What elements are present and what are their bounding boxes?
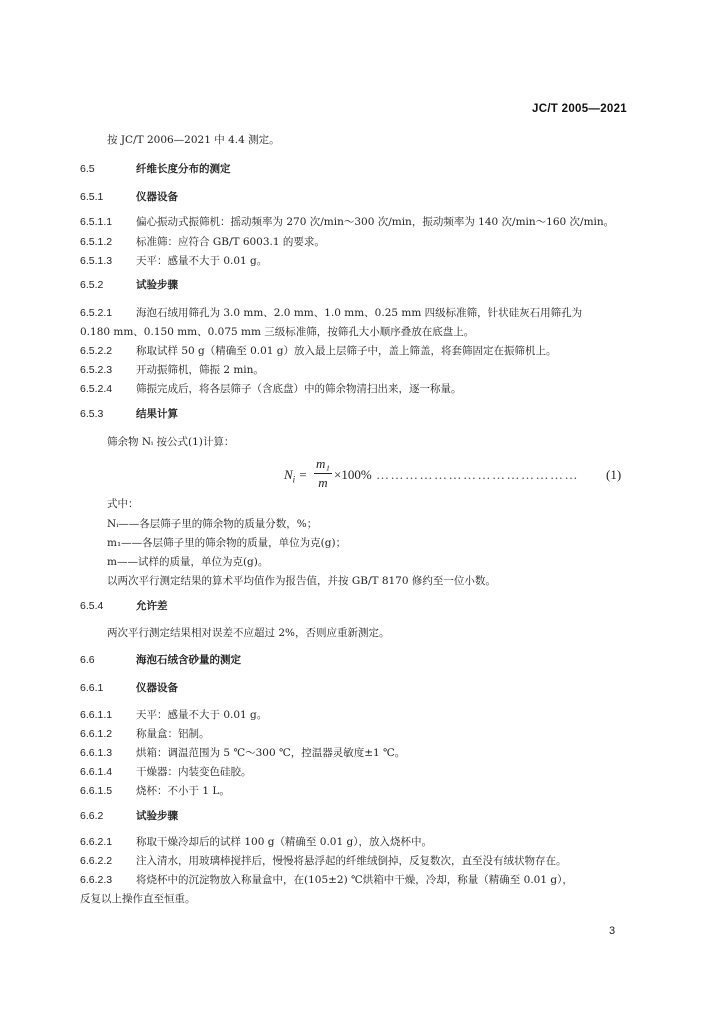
clause-number: 6.6.2.1 — [80, 836, 113, 848]
clause-text: 两次平行测定结果相对误差不应超过 2%，否则应重新测定。 — [107, 627, 390, 639]
clause-6-6-1-4 — [80, 764, 252, 780]
clause-6-5-1-2 — [80, 234, 325, 250]
clause-6-5-4 — [80, 598, 168, 614]
clause-number: 6.6.1 — [80, 682, 104, 694]
clause-6-6-1-3 — [80, 745, 405, 761]
clause-text: 烧杯：不小于 1 L。 — [136, 785, 230, 797]
clause-text: 允许差 — [136, 600, 168, 612]
clause-text: 海泡石绒用筛孔为 3.0 mm、2.0 mm、1.0 mm、0.25 mm 四级标准筛，针状硅灰石用筛孔为 — [136, 307, 583, 319]
formula-lhs — [284, 467, 307, 485]
clause-number: 6.5.2.2 — [80, 345, 113, 357]
clause-number: 6.5.2.3 — [80, 364, 113, 376]
clause-text: 筛振完成后，将各层筛子（含底盘）中的筛余物清扫出来，逐一称量。 — [136, 383, 462, 395]
body-text-line — [107, 496, 139, 512]
formula-lhs-sub: i — [292, 474, 296, 485]
clause-number: 6.6.1.4 — [80, 766, 113, 778]
clause-text: 天平：感量不大于 0.01 g。 — [136, 255, 268, 267]
clause-number: 6.5.1.1 — [80, 216, 113, 228]
clause-text: 试验步骤 — [136, 810, 178, 822]
body-text-line — [107, 625, 390, 641]
clause-6-6-1-2 — [80, 726, 210, 742]
clause-text: 试验步骤 — [136, 279, 178, 291]
clause-6-6-2 — [80, 808, 178, 824]
clause-text: 称取试样 50 g（精确至 0.01 g）放入最上层筛子中，盖上筛盖，将套筛固定在振筛机上。 — [136, 345, 557, 357]
clause-text: 称取干燥冷却后的试样 100 g（精确至 0.01 g），放入烧杯中。 — [136, 836, 432, 848]
clause-6-5-2-2 — [80, 343, 557, 359]
clause-number: 6.5.2 — [80, 279, 104, 291]
clause-number: 6.6.1.5 — [80, 785, 113, 797]
clause-text: 按 JC/T 2006—2021 中 4.4 测定。 — [107, 134, 280, 146]
clause-6-5-1-3 — [80, 253, 267, 269]
clause-number: 6.6.2 — [80, 810, 104, 822]
clause-6-5-2-3 — [80, 362, 264, 378]
clause-6-6-1-5 — [80, 783, 230, 799]
clause-text: m——试样的质量，单位为克(g)。 — [107, 556, 269, 568]
formula-times: ×100% — [334, 467, 372, 482]
clause-number: 6.6.1.2 — [80, 728, 113, 740]
clause-text: 标准筛：应符合 GB/T 6003.1 的要求。 — [136, 236, 325, 248]
formula-numerator: m₁ — [314, 456, 332, 474]
clause-number: 6.5.1.2 — [80, 236, 113, 248]
clause-text: 烘箱：调温范围为 5 ℃～300 ℃，控温器灵敏度±1 ℃。 — [136, 747, 406, 759]
clause-6-5-2-1 — [80, 305, 582, 321]
clause-6-6-2-1 — [80, 834, 432, 850]
clause-text: 筛余物 Nᵢ 按公式(1)计算： — [107, 436, 235, 448]
clause-6-6-2-3 — [80, 872, 573, 888]
body-text-line — [80, 324, 474, 340]
clause-number: 6.5.2.1 — [80, 307, 113, 319]
clause-text: 仪器设备 — [136, 682, 178, 694]
clause-6-5-1-1 — [80, 214, 614, 230]
clause-6-5-2 — [80, 277, 178, 293]
body-text-line — [107, 554, 268, 570]
standard-code-header: JC/T 2005—2021 — [532, 103, 627, 115]
formula-equals: = — [298, 467, 308, 482]
formula-leader-dots: …………………………………… — [376, 467, 579, 482]
clause-text: 将烧杯中的沉淀物放入称量盒中，在(105±2) ℃烘箱中干燥，冷却，称量（精确至 0.01 g）， — [136, 874, 573, 886]
clause-6-5-2-4 — [80, 381, 462, 397]
clause-text: 仪器设备 — [136, 191, 178, 203]
clause-6-6-1 — [80, 680, 178, 696]
clause-text: 0.180 mm、0.150 mm、0.075 mm 三级标准筛，按筛孔大小顺序叠放在底盘上。 — [80, 326, 475, 338]
clause-text: 开动振筛机，筛振 2 min。 — [136, 364, 264, 376]
clause-number: 6.6.1.3 — [80, 747, 113, 759]
clause-6-5 — [80, 161, 231, 177]
page-number: 3 — [609, 925, 616, 937]
clause-text: 纤维长度分布的测定 — [136, 163, 231, 175]
clause-number: 6.5.1 — [80, 191, 104, 203]
clause-6-5-3 — [80, 406, 178, 422]
clause-number: 6.5.3 — [80, 408, 104, 420]
clause-text: 称量盒：铝制。 — [136, 728, 210, 740]
clause-text: 结果计算 — [136, 408, 178, 420]
clause-text: 以两次平行测定结果的算术平均值作为报告值，并按 GB/T 8170 修约至一位小数。 — [107, 575, 496, 587]
body-text-line — [107, 132, 280, 148]
body-text-line — [107, 434, 234, 450]
clause-number: 6.5.4 — [80, 600, 104, 612]
clause-number: 6.6.2.3 — [80, 874, 113, 886]
clause-text: 干燥器：内装变色硅胶。 — [136, 766, 252, 778]
clause-number: 6.5 — [80, 163, 95, 175]
clause-number: 6.6.1.1 — [80, 709, 113, 721]
clause-6-6-1-1 — [80, 707, 267, 723]
clause-text: 偏心振动式振筛机：摇动频率为 270 次/min～300 次/min，振动频率为 140 次/min～160 次/min。 — [136, 216, 615, 228]
clause-number: 6.5.1.3 — [80, 255, 113, 267]
formula-denominator: m — [318, 475, 328, 490]
clause-6-6 — [80, 652, 241, 668]
clause-text: 反复以上操作直至恒重。 — [80, 893, 196, 905]
clause-text: 式中： — [107, 498, 139, 510]
body-text-line — [107, 573, 496, 589]
clause-number: 6.5.2.4 — [80, 383, 113, 395]
formula-lhs-var: N — [284, 467, 293, 482]
clause-6-5-1 — [80, 189, 178, 205]
clause-number: 6.6.2.2 — [80, 855, 113, 867]
clause-text: 天平：感量不大于 0.01 g。 — [136, 709, 268, 721]
clause-text: 海泡石绒含砂量的测定 — [136, 654, 241, 666]
body-text-line — [80, 891, 196, 907]
clause-text: m₁——各层筛子里的筛余物的质量，单位为克(g)； — [107, 537, 347, 549]
formula-fraction — [314, 456, 332, 491]
clause-text: 注入清水，用玻璃棒搅拌后，慢慢将悬浮起的纤维绒倒掉，反复数次，直至没有绒状物存在。 — [136, 855, 567, 867]
formula-1 — [284, 452, 634, 496]
clause-number: 6.6 — [80, 654, 95, 666]
clause-6-6-2-2 — [80, 853, 567, 869]
clause-text: Nᵢ——各层筛子里的筛余物的质量分数，%； — [107, 518, 318, 530]
formula-equation-number: (1) — [606, 467, 622, 482]
body-text-line — [107, 516, 317, 532]
body-text-line — [107, 535, 346, 551]
